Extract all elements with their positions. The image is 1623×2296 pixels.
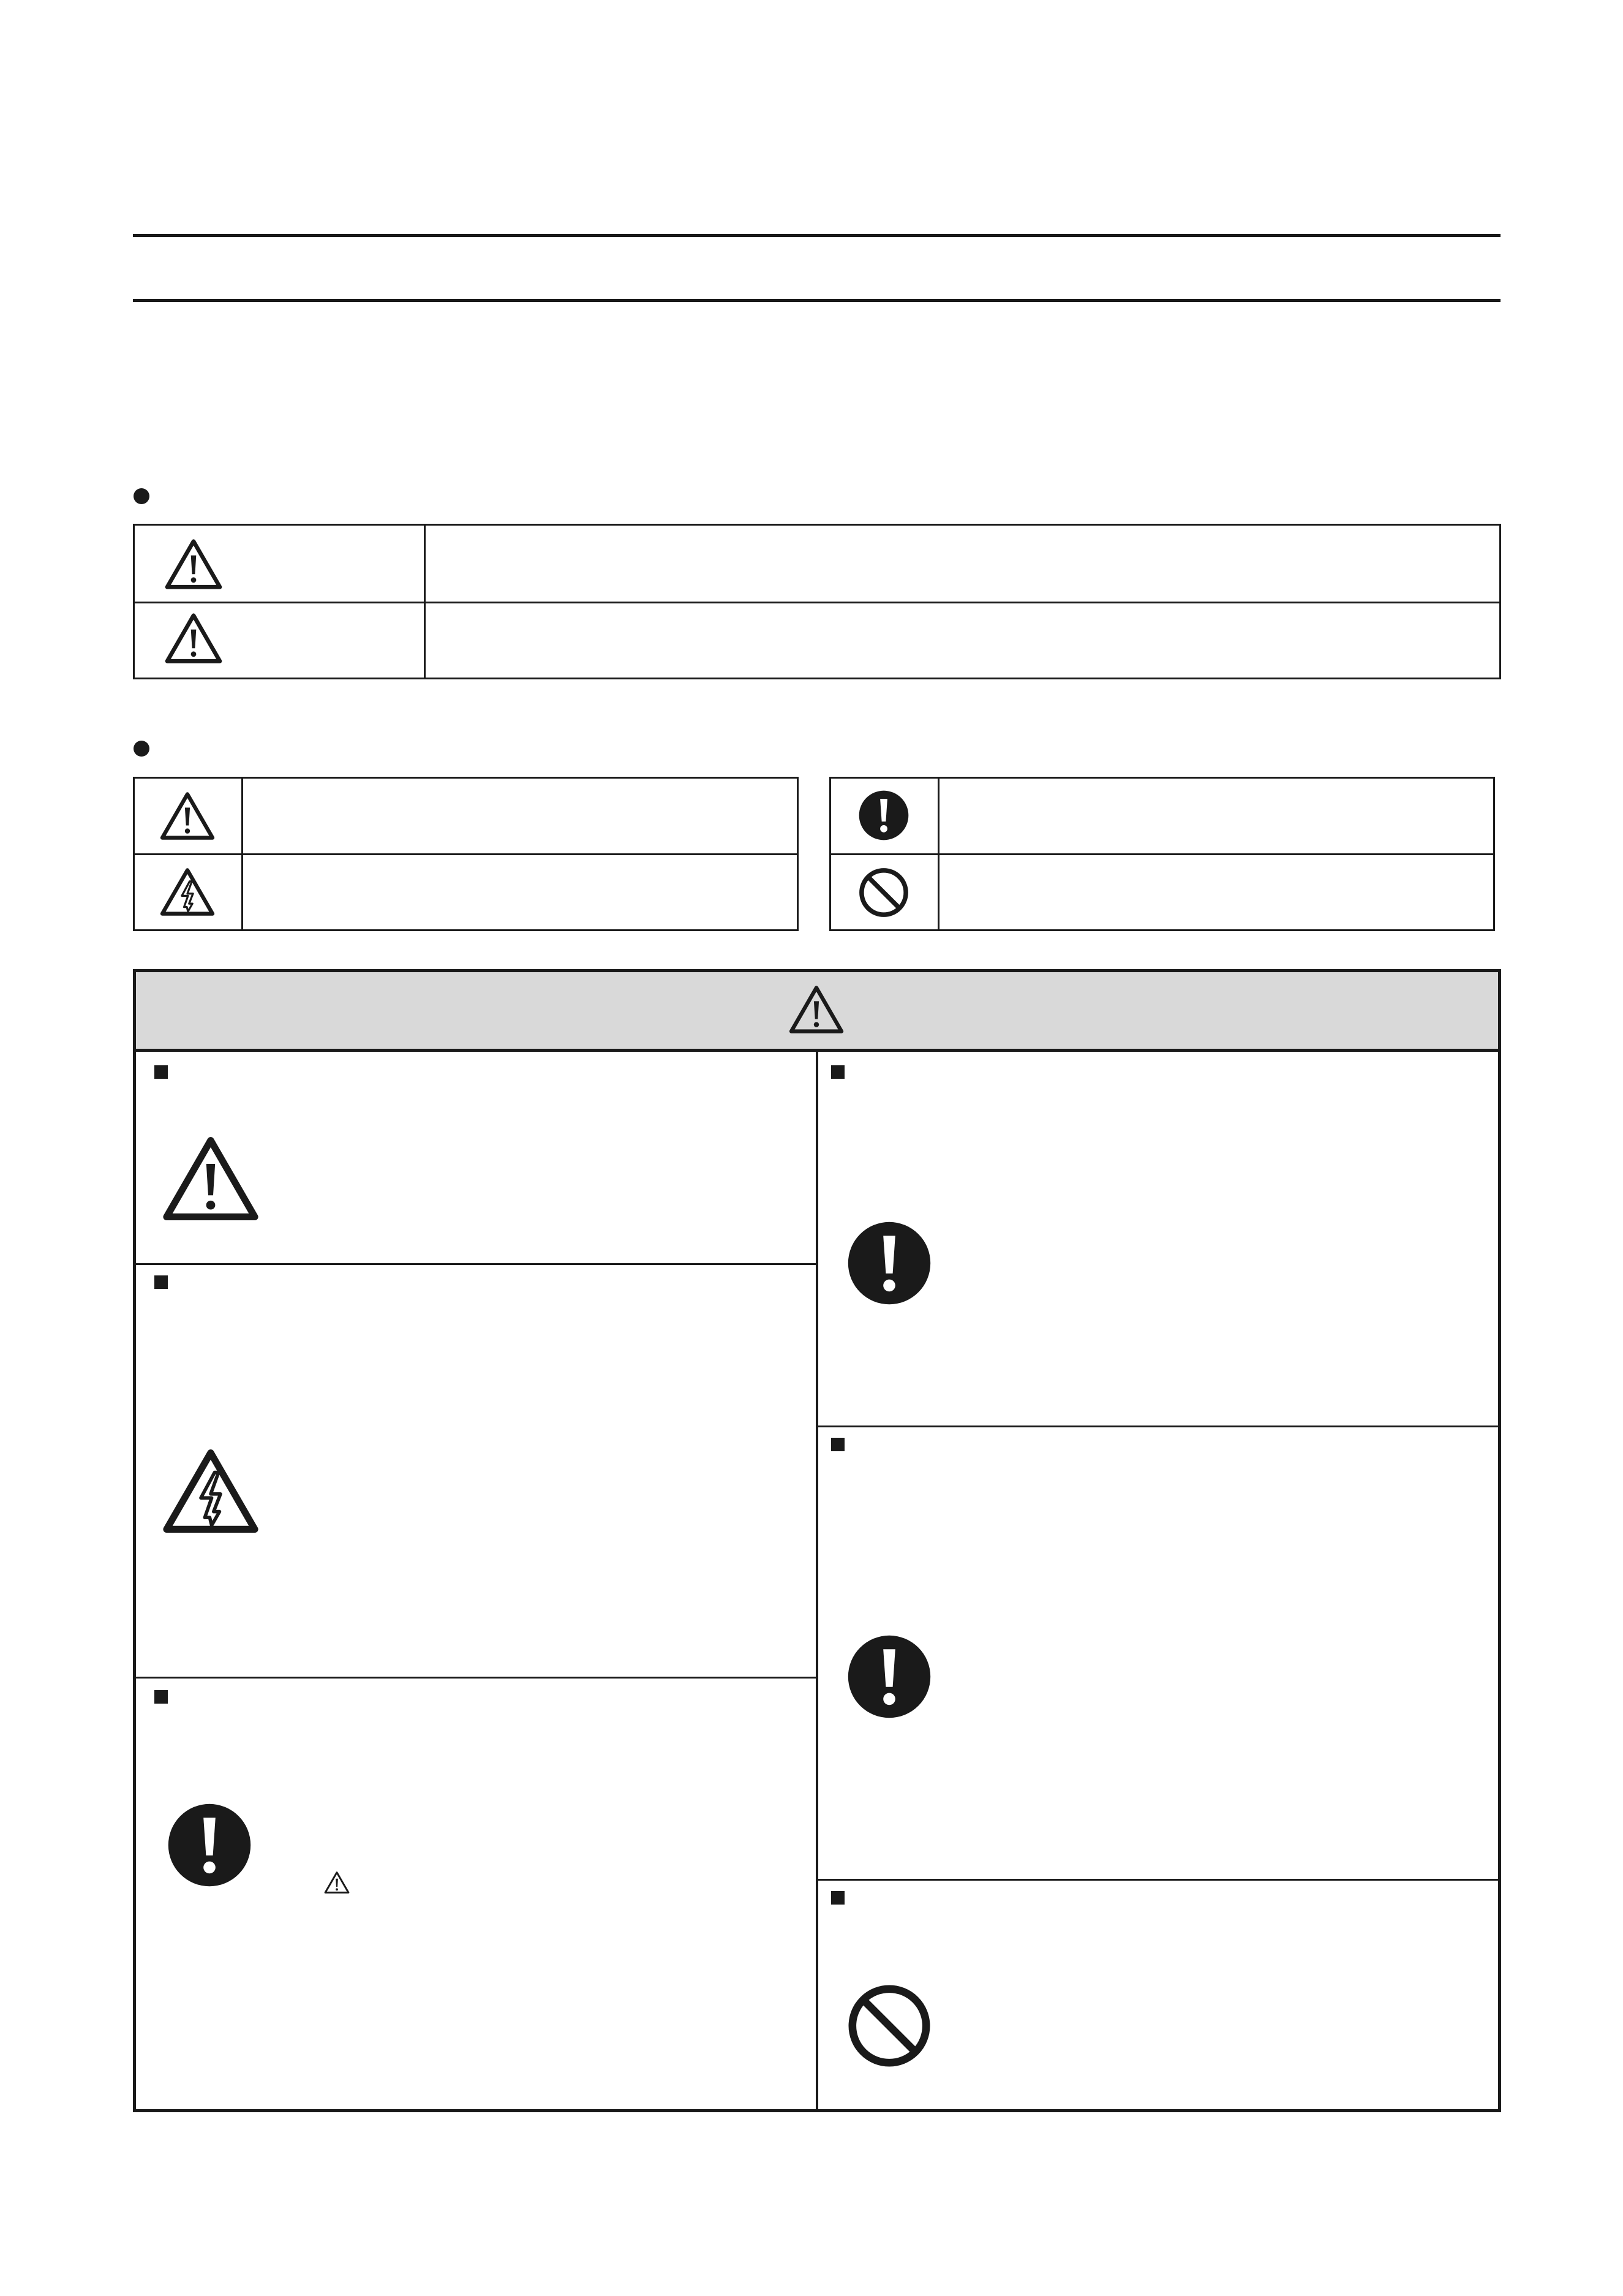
title-rule-top — [133, 234, 1501, 237]
mandatory-action-icon — [858, 790, 909, 841]
warning-triangle-icon — [162, 1135, 260, 1223]
legend-row — [135, 526, 1499, 602]
cell-bullet — [154, 1690, 168, 1704]
left-cell-separator — [136, 1677, 817, 1679]
warning-triangle-icon — [788, 984, 845, 1035]
symbols-heading — [162, 733, 1387, 764]
prohibition-icon — [858, 867, 909, 918]
warning-triangle-icon — [164, 538, 223, 591]
right-cell-separator — [817, 1879, 1498, 1881]
symbols-right-separator — [831, 853, 1493, 855]
small-warning-triangle-icon — [324, 1871, 350, 1894]
electric-shock-icon — [159, 867, 216, 917]
intro-text — [133, 343, 1501, 429]
warning-box-center-divider — [816, 1052, 818, 2109]
legend-bullet — [134, 488, 149, 504]
left-cell-separator — [136, 1263, 817, 1265]
prohibition-icon — [846, 1983, 932, 2069]
mandatory-action-icon — [167, 1802, 252, 1888]
electric-shock-icon — [162, 1447, 260, 1535]
page-title — [133, 242, 1501, 297]
warning-box-header — [136, 972, 1498, 1052]
mandatory-action-icon — [846, 1220, 932, 1306]
right-cell-separator — [817, 1426, 1498, 1427]
legend-table — [133, 524, 1501, 679]
title-rule-bottom — [133, 299, 1501, 302]
symbols-bullet — [134, 741, 149, 757]
legend-heading — [162, 481, 1387, 512]
symbols-table-right — [829, 777, 1495, 931]
symbols-table-left — [133, 777, 799, 931]
warning-box — [133, 969, 1501, 2112]
cell-bullet — [154, 1275, 168, 1289]
symbols-left-separator — [135, 853, 797, 855]
cell-bullet — [831, 1438, 845, 1451]
warning-triangle-icon — [159, 791, 216, 841]
mandatory-action-icon — [846, 1634, 932, 1720]
cell-bullet — [154, 1065, 168, 1079]
warning-triangle-icon — [164, 612, 223, 665]
legend-row — [135, 603, 1499, 679]
cell-bullet — [831, 1065, 845, 1079]
cell-bullet — [831, 1891, 845, 1905]
